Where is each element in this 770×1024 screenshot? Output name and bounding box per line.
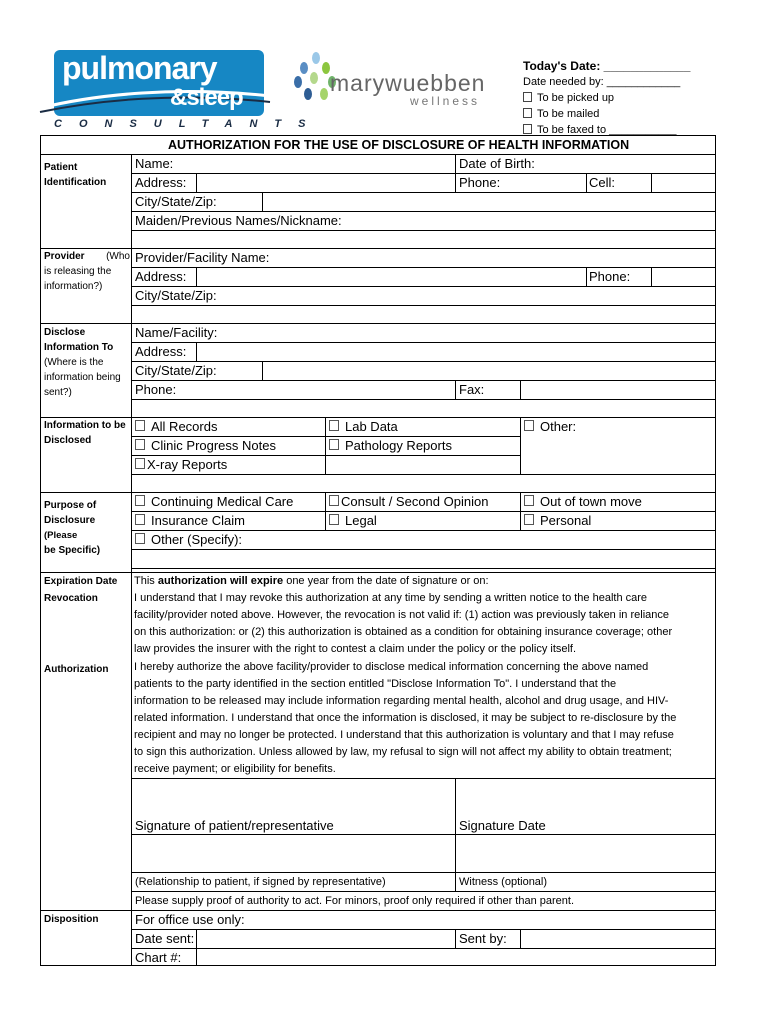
patient-maiden-field[interactable]: Maiden/Previous Names/Nickname: — [135, 213, 342, 228]
option-out-of-town[interactable]: Out of town move — [524, 494, 642, 509]
checkbox-icon[interactable] — [329, 420, 339, 431]
office-use-label: For office use only: — [135, 912, 245, 927]
checkbox-icon[interactable] — [523, 92, 532, 102]
marywuebben-wordmark: marywuebben — [330, 70, 486, 96]
relationship-label: (Relationship to patient, if signed by representative) — [135, 876, 386, 888]
option-insurance[interactable]: Insurance Claim — [135, 513, 245, 528]
checkbox-icon[interactable] — [135, 533, 145, 544]
sleep-wordmark: &sleep — [170, 84, 243, 111]
date-needed[interactable]: Date needed by: ____________ — [523, 76, 681, 88]
divider — [196, 173, 197, 192]
checkbox-icon[interactable] — [524, 514, 534, 525]
divider — [131, 361, 716, 362]
divider — [196, 929, 197, 966]
expiration-text: This authorization will expire one year from the date of signature or on: — [134, 575, 489, 587]
divider — [262, 192, 263, 211]
divider — [131, 267, 716, 268]
patient-phone-field[interactable]: Phone: — [459, 175, 501, 190]
patient-csz-field[interactable]: City/State/Zip: — [135, 194, 217, 209]
recipient-name-field[interactable]: Name/Facility: — [135, 325, 218, 340]
divider — [131, 436, 521, 437]
checkbox-icon[interactable] — [135, 458, 145, 469]
pulmonary-sleep-logo — [38, 46, 323, 132]
signature-date-box[interactable] — [456, 779, 715, 815]
checkbox-icon[interactable] — [524, 420, 534, 431]
divider — [520, 380, 521, 399]
provider-phone-field[interactable]: Phone: — [589, 269, 631, 284]
divider — [131, 511, 716, 512]
pulmonary-wordmark: pulmonary — [62, 50, 217, 86]
sent-by-field[interactable]: Sent by: — [459, 931, 507, 946]
divider — [131, 568, 716, 569]
divider — [131, 342, 716, 343]
request-info — [523, 58, 690, 138]
divider — [131, 929, 716, 930]
authorization-text: I hereby authorize the above facility/provider to disclose medical information concerning the above named patients to the party identified in the section entitled "Disclose Information To". I understand that the information to be released may include information regarding mental health, alcohol and drug usage, and HIV- related information. I understand that once the information is disclosed, it may be subject to re-disclosure by the recipient and may no longer be protected. I understand that this authorization is voluntary and that I may refuse to sign this authorization. Unless allowed by law, my refusal to sign will not affect my ability to obtain treatment; receive payment; or eligibility for benefits. — [134, 661, 677, 775]
form-title: AUTHORIZATION FOR THE USE OF DISCLOSURE OF HEALTH INFORMATION — [168, 138, 630, 152]
divider — [520, 492, 521, 530]
divider — [40, 154, 716, 155]
checkbox-icon[interactable] — [523, 124, 532, 134]
divider — [131, 173, 716, 174]
option-info-other[interactable]: Other: — [524, 419, 576, 434]
provider-facility-field[interactable]: Provider/Facility Name: — [135, 250, 270, 265]
divider — [131, 305, 716, 306]
checkbox-icon[interactable] — [135, 495, 145, 506]
section-disposition: Disposition — [44, 914, 99, 925]
provider-csz-field[interactable]: City/State/Zip: — [135, 288, 217, 303]
section-purpose: Purpose of Disclosure (Please be Specific) — [44, 500, 101, 556]
recipient-csz-field[interactable]: City/State/Zip: — [135, 363, 217, 378]
option-continuing-care[interactable]: Continuing Medical Care — [135, 494, 293, 509]
section-disclose-to: Disclose Information To (Where is the information being sent?) — [44, 327, 121, 398]
date-sent-field[interactable]: Date sent: — [135, 931, 195, 946]
option-legal[interactable]: Legal — [329, 513, 377, 528]
option-consult[interactable]: Consult / Second Opinion — [329, 494, 488, 509]
signature-patient-label: Signature of patient/representative — [135, 818, 334, 833]
relationship-box[interactable] — [132, 835, 454, 871]
divider — [40, 417, 716, 418]
divider — [131, 192, 716, 193]
recipient-address-field[interactable]: Address: — [135, 344, 187, 359]
divider — [586, 267, 587, 286]
divider — [131, 399, 716, 400]
divider — [40, 492, 716, 493]
checkbox-icon[interactable] — [329, 439, 339, 450]
divider — [131, 380, 716, 381]
divider — [131, 455, 521, 456]
section-revocation: Revocation — [44, 593, 98, 604]
checkbox-icon[interactable] — [135, 420, 145, 431]
option-all-records[interactable]: All Records — [135, 419, 217, 434]
checkbox-icon[interactable] — [135, 514, 145, 525]
witness-label: Witness (optional) — [459, 876, 548, 888]
divider — [131, 530, 716, 531]
option-lab-data[interactable]: Lab Data — [329, 419, 398, 434]
section-provider: Provider (Who is releasing the information?) — [44, 251, 130, 292]
option-xray[interactable]: X-ray Reports — [135, 457, 227, 472]
proof-note: Please supply proof of authority to act. For minors, proof only required if other than parent. — [135, 895, 575, 907]
divider — [196, 267, 197, 286]
option-mailed[interactable]: To be mailed — [523, 106, 690, 122]
section-information-disclosed: Information to be Disclosed — [44, 420, 126, 446]
divider — [325, 492, 326, 530]
divider — [651, 173, 652, 192]
checkbox-icon[interactable] — [523, 108, 532, 118]
patient-signature-box[interactable] — [132, 779, 454, 815]
divider — [455, 380, 456, 399]
divider — [131, 549, 716, 550]
divider — [455, 929, 456, 948]
divider — [262, 361, 263, 380]
divider — [325, 417, 326, 474]
divider — [131, 948, 716, 949]
divider — [40, 910, 716, 911]
checkbox-icon[interactable] — [524, 495, 534, 506]
divider — [131, 872, 716, 873]
section-expiration: Expiration Date — [44, 576, 118, 587]
divider — [131, 211, 716, 212]
patient-cell-field[interactable]: Cell: — [589, 175, 616, 190]
divider — [40, 323, 716, 324]
checkbox-icon[interactable] — [329, 495, 339, 506]
patient-address-field[interactable]: Address: — [135, 175, 187, 190]
option-pathology[interactable]: Pathology Reports — [329, 438, 452, 453]
recipient-phone-field[interactable]: Phone: — [135, 382, 177, 397]
marywuebben-logo — [290, 50, 490, 120]
option-purpose-other[interactable]: Other (Specify): — [135, 532, 242, 547]
revocation-text: I understand that I may revoke this authorization at any time by sending a written notice to the health care facility/provider noted above. However, the revocation is not valid if: (1) action was previously taken in reliance on this authorization: or (2) this authorization is obtained as a condition for obtaining insurance coverage; other law provides the insurer with the right to contest a claim under the policy or the policy itself. — [134, 592, 673, 655]
divider — [131, 891, 716, 892]
checkbox-icon[interactable] — [329, 514, 339, 525]
recipient-fax-field[interactable]: Fax: — [459, 382, 485, 397]
divider — [586, 173, 587, 192]
section-patient-identification: Patient Identification — [44, 162, 107, 188]
consultants-wordmark: CONSULTANTS — [54, 118, 323, 130]
divider — [131, 474, 716, 475]
signature-date-label: Signature Date — [459, 818, 546, 833]
divider — [131, 286, 716, 287]
divider — [455, 154, 456, 192]
option-personal[interactable]: Personal — [524, 513, 591, 528]
patient-dob-field[interactable]: Date of Birth: — [459, 156, 535, 171]
witness-box[interactable] — [456, 835, 715, 871]
checkbox-icon[interactable] — [135, 439, 145, 450]
section-authorization: Authorization — [44, 664, 109, 675]
divider — [651, 267, 652, 286]
chart-number-field[interactable]: Chart #: — [135, 950, 182, 965]
divider — [520, 417, 521, 474]
divider — [131, 230, 716, 231]
option-clinic-notes[interactable]: Clinic Progress Notes — [135, 438, 276, 453]
todays-date[interactable]: Today's Date: _____________ — [523, 59, 691, 73]
divider — [520, 929, 521, 948]
divider — [40, 248, 716, 249]
patient-name-field[interactable]: Name: — [135, 156, 174, 171]
option-faxed[interactable]: To be faxed to ___________ — [523, 122, 690, 138]
option-picked-up[interactable]: To be picked up — [523, 90, 690, 106]
provider-address-field[interactable]: Address: — [135, 269, 187, 284]
divider — [196, 342, 197, 361]
wellness-wordmark: wellness — [410, 94, 481, 108]
